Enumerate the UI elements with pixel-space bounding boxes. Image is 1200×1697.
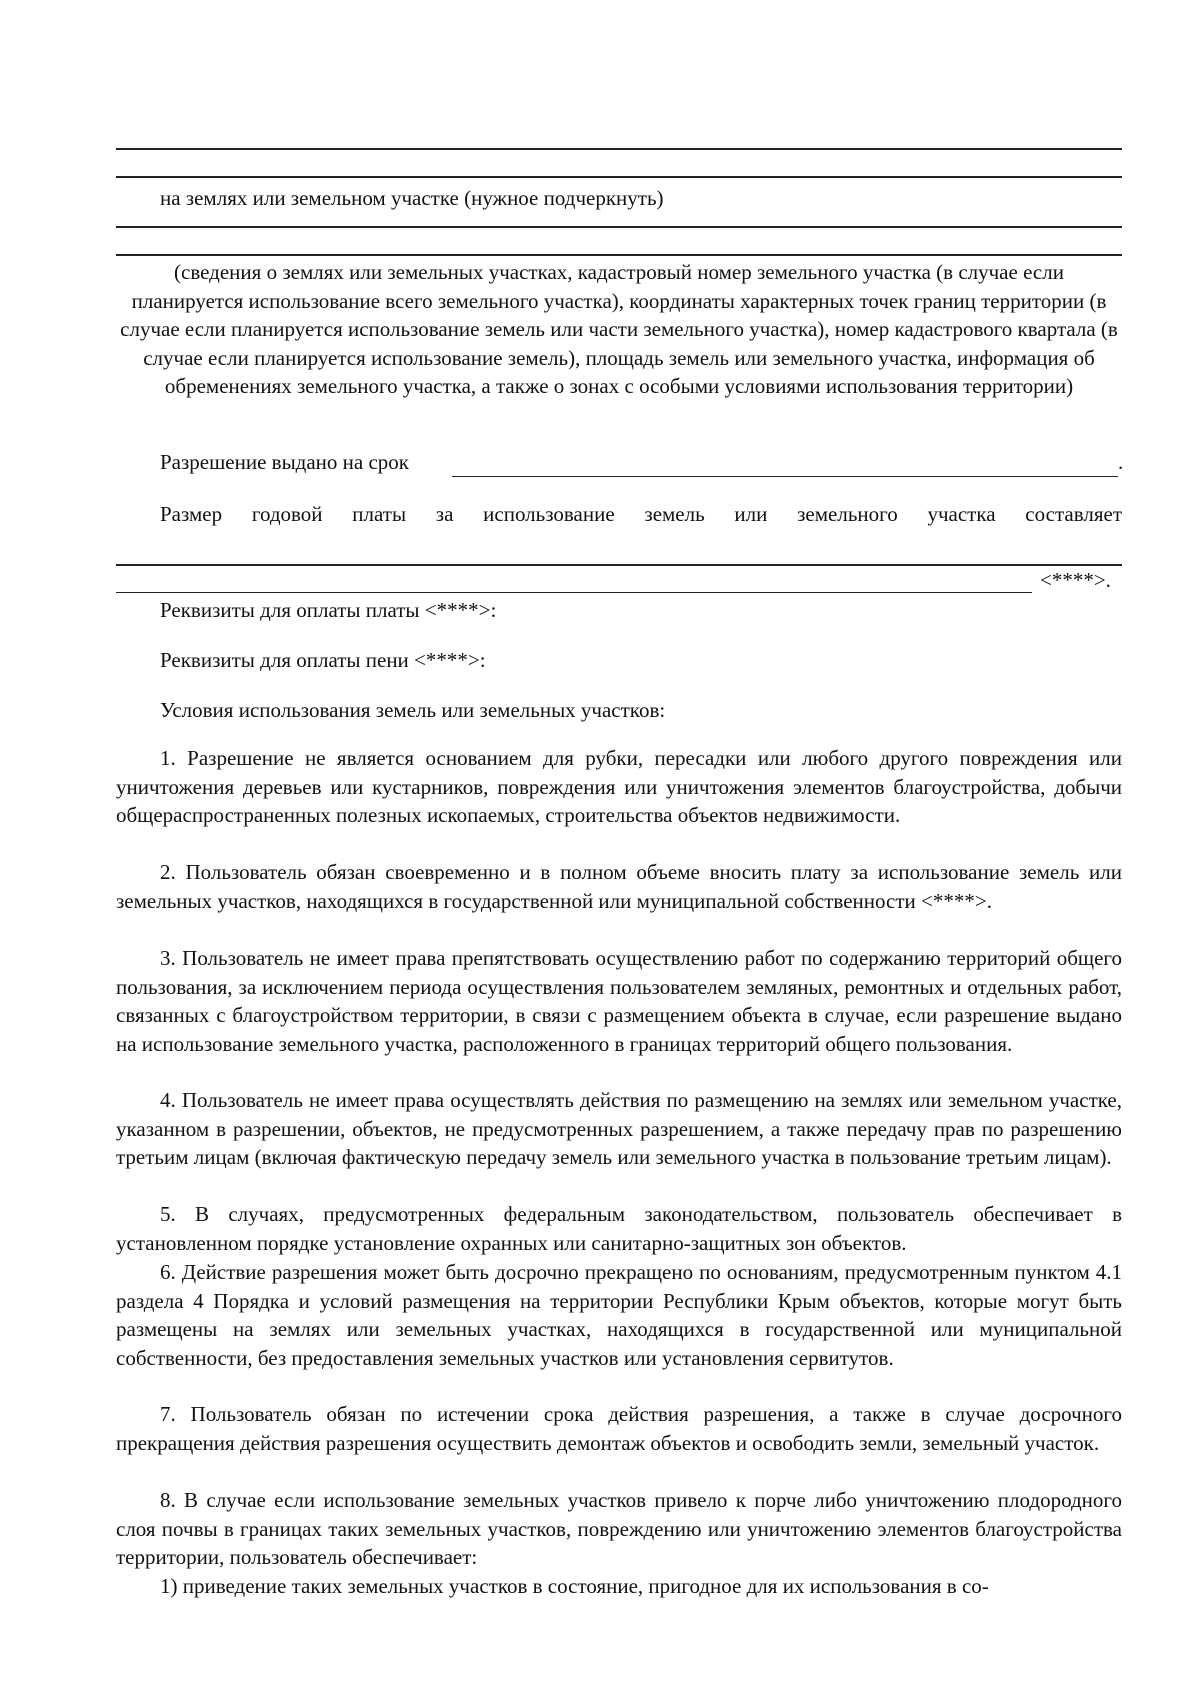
lands-line-text: на землях или земельном участке (нужное подчеркнуть) [160, 186, 664, 210]
condition-item: 1. Разрешение не является основанием для рубки, пересадки или любого другого повреждения или уничтожения деревьев или кустарников, повреждения или уничтожения элементов благоустройства, добычи общераспространенных полезных ископаемых, строительства объектов недвижимости. [116, 746, 1122, 828]
penalty-details: Реквизиты для оплаты пени <****>: [160, 648, 486, 672]
term-blank-line [452, 476, 1118, 477]
fee-note: <****>. [1040, 568, 1111, 592]
condition-item: 8. В случае если использование земельных участков привело к порче либо уничтожению плодородного слоя почвы в границах таких земельных участков, повреждению или уничтожению элементов благоустройства территории, пользователь обеспечивает: [116, 1488, 1122, 1570]
blank-line [116, 564, 1122, 566]
fee-blank-line [116, 592, 1032, 593]
condition-item: 3. Пользователь не имеет права препятствовать осуществлению работ по содержанию территорий общего пользования, за исключением периода осуществления пользователем земляных, ремонтных и отдельных работ, связанных с благоустройством территории, в связи с размещением объекта в случае, если разрешение выдано на использование земельного участка, расположенного в границах территорий общего пользования. [116, 946, 1122, 1056]
blank-line [116, 176, 1122, 178]
condition-item: 4. Пользователь не имеет права осуществлять действия по размещению на землях или земельном участке, указанном в разрешении, объектов, не предусмотренных разрешением, а также передачу прав по разрешению третьим лицам (включая фактическую передачу земель или земельного участка в пользование третьим лицам). [116, 1088, 1122, 1170]
condition-item: 2. Пользователь обязан своевременно и в полном объеме вносить плату за использование земель или земельных участков, находящихся в государственной или муниципальной собственности <****>. [116, 860, 1122, 913]
fee-details: Реквизиты для оплаты платы <****>: [160, 598, 497, 622]
lands-info-caption: (сведения о землях или земельных участках, кадастровый номер земельного участка (в случае если планируется использование всего земельного участка), координаты характерных точек границ территории (в случае если планируется использование земель или части земельного участка), номер кадастрового квартала (в случае если планируется использование земель), площадь земель или земельного участка, информация об обременениях земельного участка, а также о зонах с особыми условиями использования территории) [120, 260, 1118, 399]
blank-line [116, 226, 1122, 228]
term-label: Разрешение выдано на срок [160, 450, 410, 474]
condition-item: 1) приведение таких земельных участков в состояние, пригодное для их использования в со- [160, 1574, 989, 1598]
condition-item: 7. Пользователь обязан по истечении срока действия разрешения, а также в случае досрочного прекращения действия разрешения осуществить демонтаж объектов и освободить земли, земельный участок. [116, 1402, 1122, 1455]
blank-line [116, 148, 1122, 150]
fee-label: Размер годовой платы за использование земель или земельного участка составляет [160, 502, 1122, 526]
condition-item: 5. В случаях, предусмотренных федеральным законодательством, пользователь обеспечивает в установленном порядке установление охранных или санитарно-защитных зон объектов. [116, 1202, 1122, 1255]
condition-item: 6. Действие разрешения может быть досрочно прекращено по основаниям, предусмотренным пунктом 4.1 раздела 4 Порядка и условий размещения на территории Республики Крым объектов, которые могут быть размещены на землях или земельных участках, находящихся в государственной или муниципальной собственности, без предоставления земельных участков или установления сервитутов. [116, 1260, 1122, 1370]
blank-line [116, 254, 1122, 256]
conditions-title: Условия использования земель или земельных участков: [160, 698, 666, 722]
term-end: . [1118, 450, 1124, 474]
